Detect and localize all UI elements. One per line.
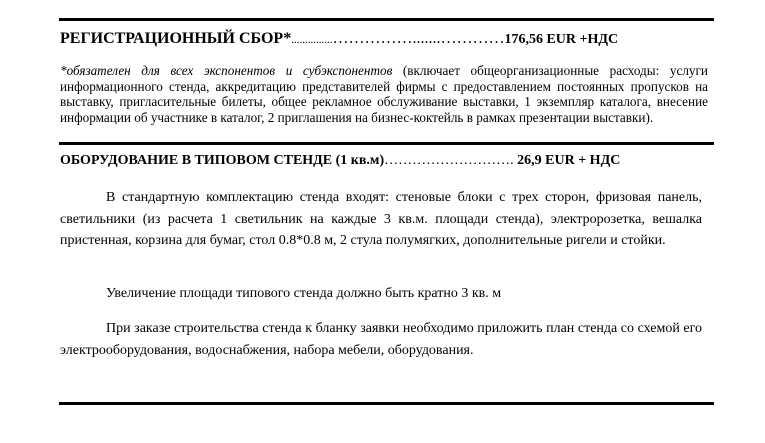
registration-fee-price: 176,56 EUR +НДС <box>504 32 619 47</box>
top-divider <box>59 18 714 21</box>
equipment-fee-line <box>60 153 712 169</box>
registration-fee-leader-dots-2: …………….......………… <box>332 30 505 47</box>
registration-fee-line <box>60 30 712 48</box>
equipment-fee-title: ОБОРУДОВАНИЕ В ТИПОВОМ СТЕНДЕ (1 кв.м) <box>60 153 385 168</box>
registration-fee-note <box>60 63 708 125</box>
registration-fee-note-details: (включает общеорганизационные расходы: услуги информационного стенда, аккредитацию представителей фирмы с предоставлением постоянных пропусков на выставку, пригласительные билеты, общее рекламное обслуживание выставки, 1 экземпляр каталога, внесение информации об участнике в каталог, 2 приглашения на бизнес-коктейль в рамках презентации выставки). <box>60 63 708 125</box>
bottom-divider <box>59 402 714 405</box>
middle-divider <box>59 142 714 145</box>
equipment-fee-price: 26,9 EUR + НДС <box>517 153 621 168</box>
standard-equipment-paragraph: В стандартную комплектацию стенда входят: стеновые блоки с трех сторон, фризовая панель, светильники (из расчета 1 светильник на каждые 3 кв.м. площади стенда), электророзетка, вешалка пристенная, корзина для бумаг, стол 0.8*0.8 м, 2 стула полумягких, дополнительные ригели и стойки. <box>60 190 702 248</box>
registration-fee-title: РЕГИСТРАЦИОННЫЙ СБОР* <box>60 30 292 47</box>
stand-plan-paragraph: При заказе строительства стенда к бланку заявки необходимо приложить план стенда со схемой его электрооборудования, водоснабжения, набора мебели, оборудования. <box>60 321 702 358</box>
area-multiple-paragraph: Увеличение площади типового стенда должно быть кратно 3 кв. м <box>106 286 502 301</box>
registration-fee-note-required: *обязателен для всех экспонентов и субэкспонентов <box>60 63 393 78</box>
registration-fee-leader-dots: ............... <box>291 34 333 46</box>
equipment-fee-leader-dots: ………………………. <box>384 153 514 168</box>
